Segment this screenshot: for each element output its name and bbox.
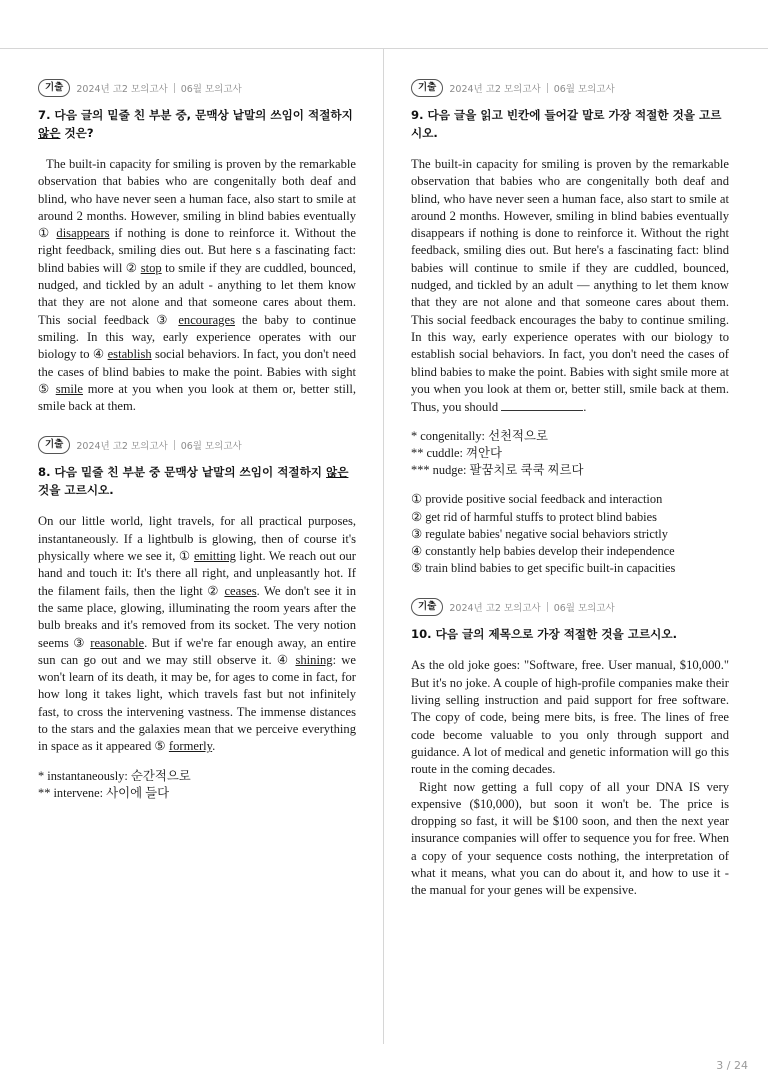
passage-paragraph-1: As the old joke goes: "Software, free. User manual, $10,000." But it's no joke. A couple of high-profile companies make their living selling instruction and paid support for free software. The copy of code, being mere bits, is free. The lines of free code become valuable to you only through support and guidance. A lot of medical and genetic information will go this route in the coming decades.	[411, 658, 729, 777]
exam-badge: 기출	[411, 79, 443, 97]
passage	[411, 156, 729, 416]
underlined-word: stop	[140, 260, 162, 275]
exam-year: 2024년 고2 모의고사	[449, 603, 541, 615]
footnote: ** cuddle: 껴안다	[411, 446, 502, 461]
exam-year: 2024년 고2 모의고사	[76, 441, 168, 453]
underlined-word: emitting	[193, 549, 236, 564]
title-underlined: 않은	[38, 126, 61, 140]
underlined-word: formerly	[168, 739, 213, 754]
footnote: ** intervene: 사이에 들다	[38, 785, 170, 800]
passage-text: social behaviors. In fact, you don't need the cases of blind babies to make the point. Babies with sight ⑤	[38, 347, 356, 396]
exam-year: 2024년 고2 모의고사	[449, 84, 541, 95]
underlined-word: reasonable	[90, 635, 145, 650]
title-underlined: 않은	[326, 465, 349, 480]
question-title	[38, 106, 356, 142]
question-tag-row	[38, 435, 356, 455]
exam-month: 06월 모의고사	[180, 441, 242, 453]
exam-month: 06월 모의고사	[180, 84, 242, 95]
tag-separator	[174, 83, 175, 93]
title-text: 7. 다음 글의 밑줄 친 부분 중, 문맥상 낱말의 쓰임이 적절하지	[38, 108, 353, 122]
passage	[38, 513, 356, 755]
question-title	[38, 463, 356, 499]
question-title: 10. 다음 글의 제목으로 가장 적절한 것을 고르시오.	[411, 627, 677, 642]
question-7	[38, 78, 356, 415]
title-text-end: 것은?	[60, 126, 94, 140]
column-divider	[383, 49, 384, 1044]
passage-text: The built-in capacity for smiling is proven by the remarkable observation that babies who are congenitally both deaf and blind, who have never seen a human face, also start to smile at around 2 months. However, smiling in blind babies eventually ①	[38, 157, 356, 241]
exam-badge: 기출	[38, 436, 70, 454]
passage-text: to smile if they are cuddled, bounced, nudged, and tickled by an adult - anything to let them know that they are not alone and that someone cares about them. This social feedback ③	[38, 260, 356, 327]
answer-options	[411, 491, 729, 577]
footnotes	[411, 428, 729, 479]
passage-text: : we won't learn of its death, it may be, for ages to come in fact, for how long it takes light, which travels fast but not infinitely fast, to cross the intervening vastness. The immense distances to the stars and the galaxies mean that we perceive everything in space as it appeared ⑤	[38, 652, 356, 754]
exam-month: 06월 모의고사	[553, 84, 615, 95]
answer-blank	[501, 398, 583, 411]
left-column	[38, 78, 356, 822]
underlined-word: smile	[55, 381, 83, 396]
option-1[interactable]: ① provide positive social feedback and interaction	[411, 492, 663, 507]
passage-text: The built-in capacity for smiling is proven by the remarkable observation that babies who are congenitally both deaf and blind, who have never seen a human face, also start to smile at around 2 months. However, smiling in blind babies eventually disappears if nothing is done to reinforce it. Without the right feedback, smiling dies out. But here's a fascinating fact: blind babies will continue to smile if they are cuddled, bounced, nudged, and tickled by an adult — anything to let them know that they are not alone and that someone cares about them. This social feedback encourages the baby to continue smiling. In this way, early experience operates with our biology to establish social behaviors. In fact, you don't need the cases of blind babies to make the point. Babies with sight smile more at you when you look at them or, better still, smile back at them. Thus, you should	[411, 157, 729, 415]
underlined-word: ceases	[224, 583, 257, 598]
underlined-word: establish	[107, 347, 152, 362]
option-2[interactable]: ② get rid of harmful stuffs to protect blind babies	[411, 509, 657, 524]
question-tag-row	[38, 78, 356, 98]
exam-month: 06월 모의고사	[553, 603, 615, 615]
passage-paragraph-2: Right now getting a full copy of all your DNA IS very expensive ($10,000), but soon it won't be. The price is dropping so fast, it will be $100 soon, and then the next year insurance companies will offer to sequence you for free. When a copy of your sequence costs nothing, the interpretation of what it means, what you can do about it, and how to use it - the manual for your genes will be expensive.	[411, 779, 729, 898]
question-8	[38, 435, 356, 801]
footnote: * congenitally: 선천적으로	[411, 429, 548, 444]
option-3[interactable]: ③ regulate babies' negative social behaviors strictly	[411, 526, 668, 541]
header-rule	[0, 48, 768, 49]
passage	[38, 156, 356, 415]
passage-text: light. We reach out our hand and touch it: It's there all right, and unpleasantly hot. If the filament fails, then the light ②	[38, 549, 356, 598]
passage-end: .	[583, 400, 587, 415]
option-4[interactable]: ④ constantly help babies develop their independence	[411, 544, 675, 559]
question-tag-row	[411, 78, 729, 98]
question-title: 9. 다음 글을 읽고 빈칸에 들어갈 말로 가장 적절한 것을 고르시오.	[411, 108, 722, 140]
page-number: 3 / 24	[716, 1059, 748, 1072]
underlined-word: shining	[295, 652, 333, 667]
option-5[interactable]: ⑤ train blind babies to get specific built-in capacities	[411, 561, 676, 576]
tag-separator	[174, 440, 175, 450]
question-tag-row	[411, 597, 729, 617]
exam-year: 2024년 고2 모의고사	[76, 84, 168, 95]
passage-text: . But if we're far enough away, an entire sun can go out and we may still observe it. ④	[38, 635, 356, 667]
exam-badge: 기출	[411, 598, 443, 616]
question-9	[411, 78, 729, 577]
passage-text: more at you when you look at them or, better still, smile back at them.	[38, 381, 356, 414]
tag-separator	[547, 602, 548, 612]
footnotes	[38, 768, 356, 802]
passage-text: the baby to continue smiling. In this way, early experience operates with our biology to ④	[38, 312, 356, 362]
passage-text: On our little world, light travels, for all practical purposes, instantaneously. If a lightbulb is glowing, then of course it's physically where we see it, ①	[38, 514, 356, 564]
passage-text: . We don't see it in the same place, glowing, illuminating the room years after the bulb breaks and it's removed from its socket. The very notion seems ③	[38, 583, 356, 650]
underlined-word: disappears	[56, 226, 110, 241]
footnote: * instantaneously: 순간적으로	[38, 768, 191, 783]
footnote: *** nudge: 팔꿈치로 쿡쿡 찌르다	[411, 463, 584, 478]
question-10	[411, 597, 729, 899]
passage-text: if nothing is done to reinforce it. Without the right feedback, smiling dies out. But here s a fascinating fact: blind babies will ②	[38, 226, 356, 275]
title-text-end: 것을 고르시오.	[38, 483, 114, 498]
right-column	[411, 78, 729, 920]
underlined-word: encourages	[178, 312, 235, 327]
exam-badge: 기출	[38, 79, 70, 97]
title-text: 8. 다음 밑줄 친 부분 중 문맥상 낱말의 쓰임이 적절하지	[38, 465, 327, 480]
passage-text: .	[212, 739, 216, 754]
tag-separator	[547, 83, 548, 93]
